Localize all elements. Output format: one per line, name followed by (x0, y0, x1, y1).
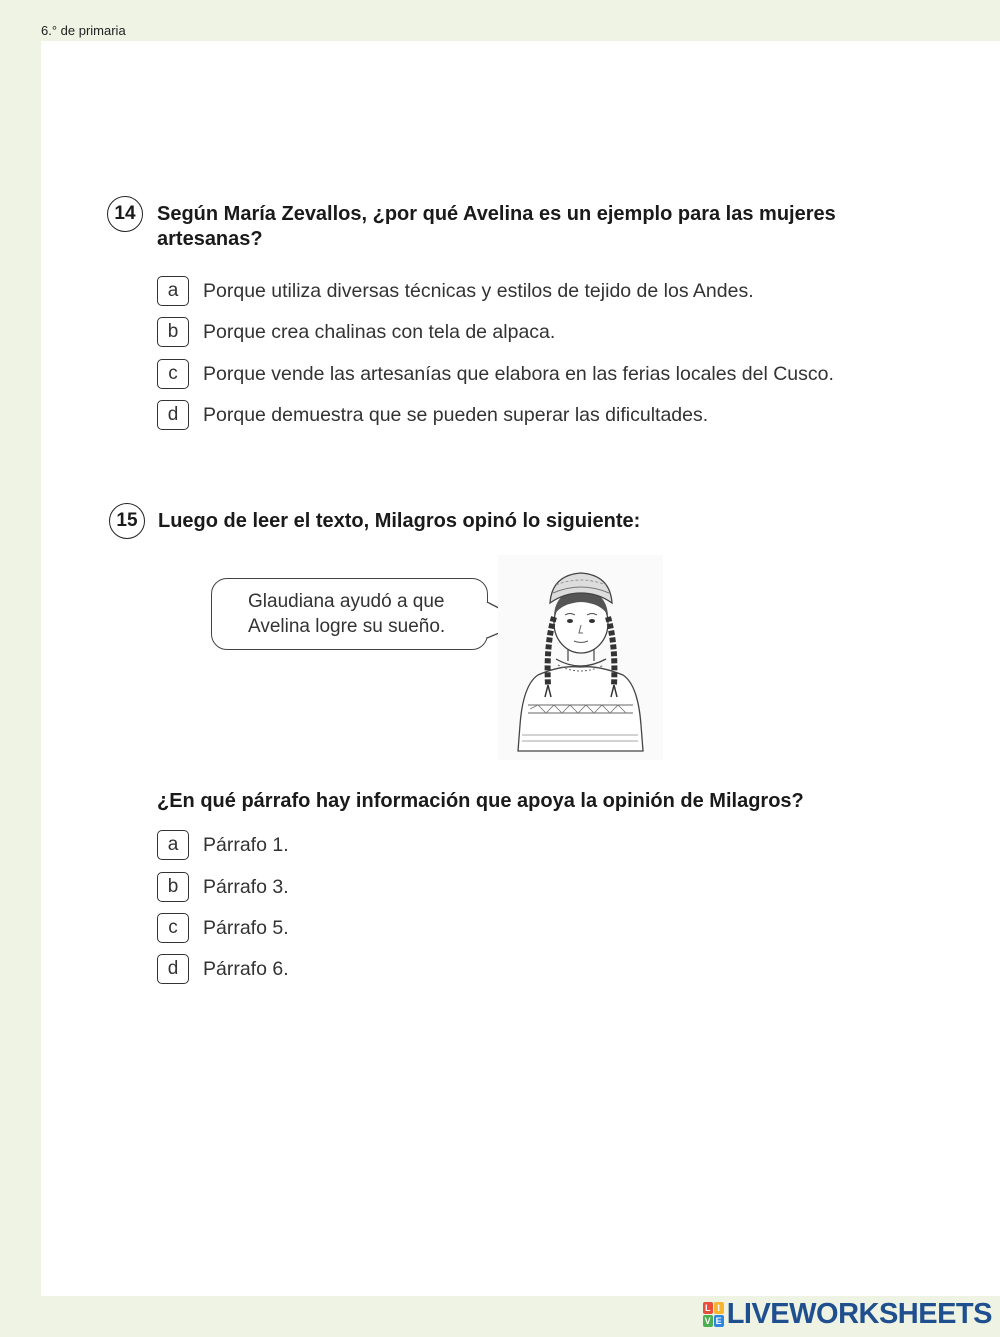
speech-bubble-line-2: Avelina logre su sueño. (248, 616, 446, 637)
q14-option-d[interactable] (157, 399, 708, 431)
brand-logo-icon (703, 1302, 724, 1327)
logo-letter: E (715, 1316, 722, 1326)
option-text: Porque demuestra que se pueden superar las dificultades. (203, 403, 709, 426)
option-letter[interactable]: d (157, 400, 189, 430)
option-text: Porque crea chalinas con tela de alpaca. (203, 320, 556, 343)
liveworksheets-logo[interactable] (703, 1298, 992, 1331)
q14-option-a[interactable] (157, 275, 754, 307)
question-15-text: ¿En qué párrafo hay información que apoya la opinión de Milagros? (157, 790, 804, 812)
q15-option-b[interactable] (157, 871, 289, 903)
logo-letter: I (714, 1302, 724, 1314)
speech-bubble (211, 578, 488, 650)
question-14-number: 14 (107, 196, 143, 232)
option-text: Porque vende las artesanías que elabora en las ferias locales del Cusco. (203, 362, 834, 385)
q15-option-a[interactable] (157, 829, 289, 861)
option-text: Párrafo 6. (203, 957, 289, 980)
q15-option-c[interactable] (157, 912, 289, 944)
option-letter[interactable]: b (157, 317, 189, 347)
girl-illustration (498, 555, 663, 760)
option-letter[interactable]: d (157, 954, 189, 984)
option-letter[interactable]: a (157, 830, 189, 860)
option-text: Porque utiliza diversas técnicas y estilos de tejido de los Andes. (203, 279, 754, 302)
option-letter[interactable]: c (157, 913, 189, 943)
option-letter[interactable]: b (157, 872, 189, 902)
option-text: Párrafo 1. (203, 833, 289, 856)
q14-option-b[interactable] (157, 316, 555, 348)
speech-bubble-line-1: Glaudiana ayudó a que (248, 591, 445, 612)
brand-name: LIVEWORKSHEETS (726, 1298, 992, 1330)
option-text: Párrafo 5. (203, 916, 289, 939)
option-text: Párrafo 3. (203, 875, 289, 898)
question-15-intro: Luego de leer el texto, Milagros opinó lo siguiente: (158, 510, 641, 532)
option-letter[interactable]: c (157, 359, 189, 389)
logo-letter: V (704, 1316, 711, 1326)
option-letter[interactable]: a (157, 276, 189, 306)
question-14-text: Según María Zevallos, ¿por qué Avelina es un ejemplo para las mujeres artesanas? (157, 203, 836, 250)
grade-label: 6.° de primaria (41, 23, 126, 38)
q14-option-c[interactable] (157, 358, 834, 390)
logo-letter: L (703, 1302, 713, 1314)
question-15-number: 15 (109, 503, 145, 539)
q15-option-d[interactable] (157, 953, 289, 985)
